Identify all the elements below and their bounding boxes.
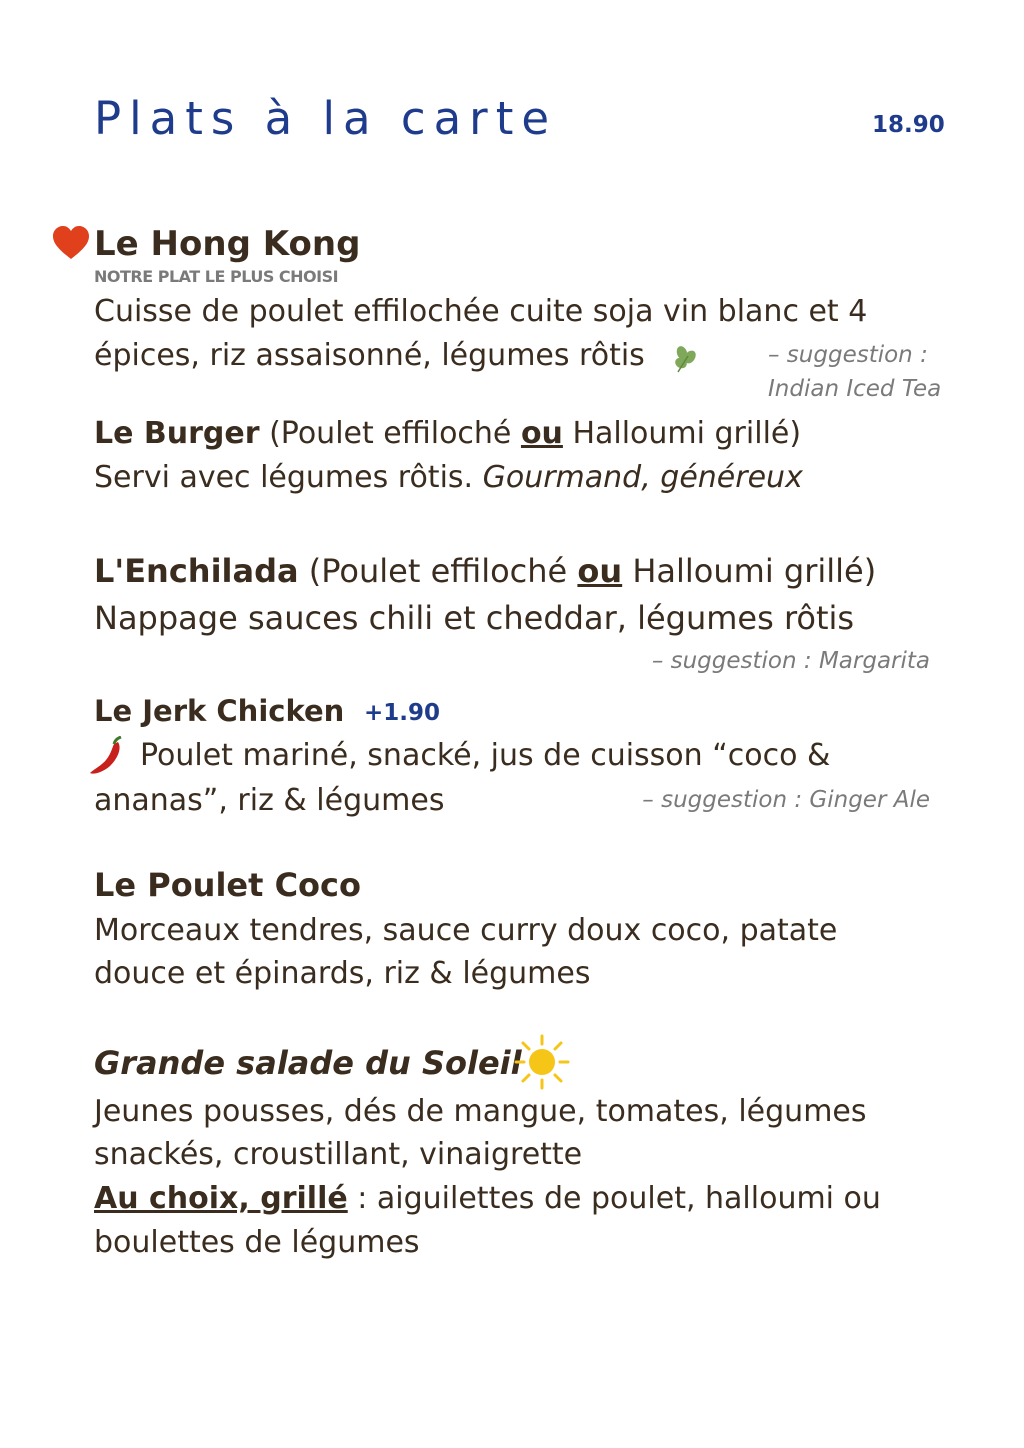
sun-icon	[514, 1034, 570, 1090]
suggestion-enchilada: – suggestion : Margarita	[651, 648, 930, 674]
dish-desc-hong-kong-line1: Cuisse de poulet effilochée cuite soja vin blanc et 4	[94, 294, 868, 329]
page-title: Plats à la carte	[94, 92, 558, 145]
dish-name-hong-kong: Le Hong Kong	[94, 224, 361, 264]
dish-desc-enchilada: Nappage sauces chili et cheddar, légumes rôtis	[94, 599, 855, 637]
dish-desc-coco-line2: douce et épinards, riz & légumes	[94, 956, 591, 991]
dish-option-open: (Poulet effiloché	[269, 416, 521, 451]
dish-name-jerk-chicken: Le Jerk Chicken	[94, 694, 345, 728]
menu-price: 18.90	[872, 112, 945, 138]
suggestion-hong-kong-label: – suggestion :	[768, 342, 928, 368]
dish-option-close: Halloumi grillé)	[622, 552, 877, 590]
dish-extra-price-jerk: +1.90	[364, 700, 441, 726]
dish-header-enchilada	[94, 549, 876, 593]
dish-tag-most-chosen: NOTRE PLAT LE PLUS CHOISI	[94, 267, 339, 286]
dish-desc-salade-line2: snackés, croustillant, vinaigrette	[94, 1137, 583, 1172]
dish-desc-jerk-line2: ananas”, riz & légumes	[94, 783, 445, 818]
herb-leaf-icon	[670, 344, 700, 374]
dish-header-burger	[94, 412, 801, 456]
dish-choice-salade	[94, 1177, 944, 1221]
dish-name-grande-salade: Grande salade du Soleil	[94, 1044, 522, 1082]
heart-icon	[52, 226, 90, 260]
dish-name-burger: Le Burger	[94, 416, 260, 451]
suggestion-jerk: – suggestion : Ginger Ale	[642, 787, 930, 813]
dish-desc-burger	[94, 456, 803, 500]
dish-option-or: ou	[520, 416, 563, 451]
suggestion-hong-kong-drink: Indian Iced Tea	[768, 376, 942, 402]
dish-desc-burger-italic: Gourmand, généreux	[482, 460, 803, 495]
chili-pepper-icon	[88, 736, 126, 776]
dish-name-poulet-coco: Le Poulet Coco	[94, 866, 361, 904]
dish-desc-salade-line4: boulettes de légumes	[94, 1225, 420, 1260]
dish-desc-coco-line1: Morceaux tendres, sauce curry doux coco, patate	[94, 913, 838, 948]
dish-option-open: (Poulet effiloché	[308, 552, 578, 590]
choice-label: Au choix, grillé	[94, 1181, 348, 1216]
dish-name-enchilada: L'Enchilada	[94, 552, 299, 590]
choice-options: : aiguilettes de poulet, halloumi ou	[347, 1181, 881, 1216]
dish-option-or: ou	[577, 552, 623, 590]
dish-desc-hong-kong-line2: épices, riz assaisonné, légumes rôtis	[94, 338, 645, 373]
dish-option-close: Halloumi grillé)	[562, 416, 802, 451]
dish-desc-salade-line1: Jeunes pousses, dés de mangue, tomates, légumes	[94, 1094, 867, 1129]
dish-desc-jerk-line1: Poulet mariné, snacké, jus de cuisson “coco &	[140, 738, 831, 773]
dish-desc-burger-text: Servi avec légumes rôtis.	[94, 460, 483, 495]
